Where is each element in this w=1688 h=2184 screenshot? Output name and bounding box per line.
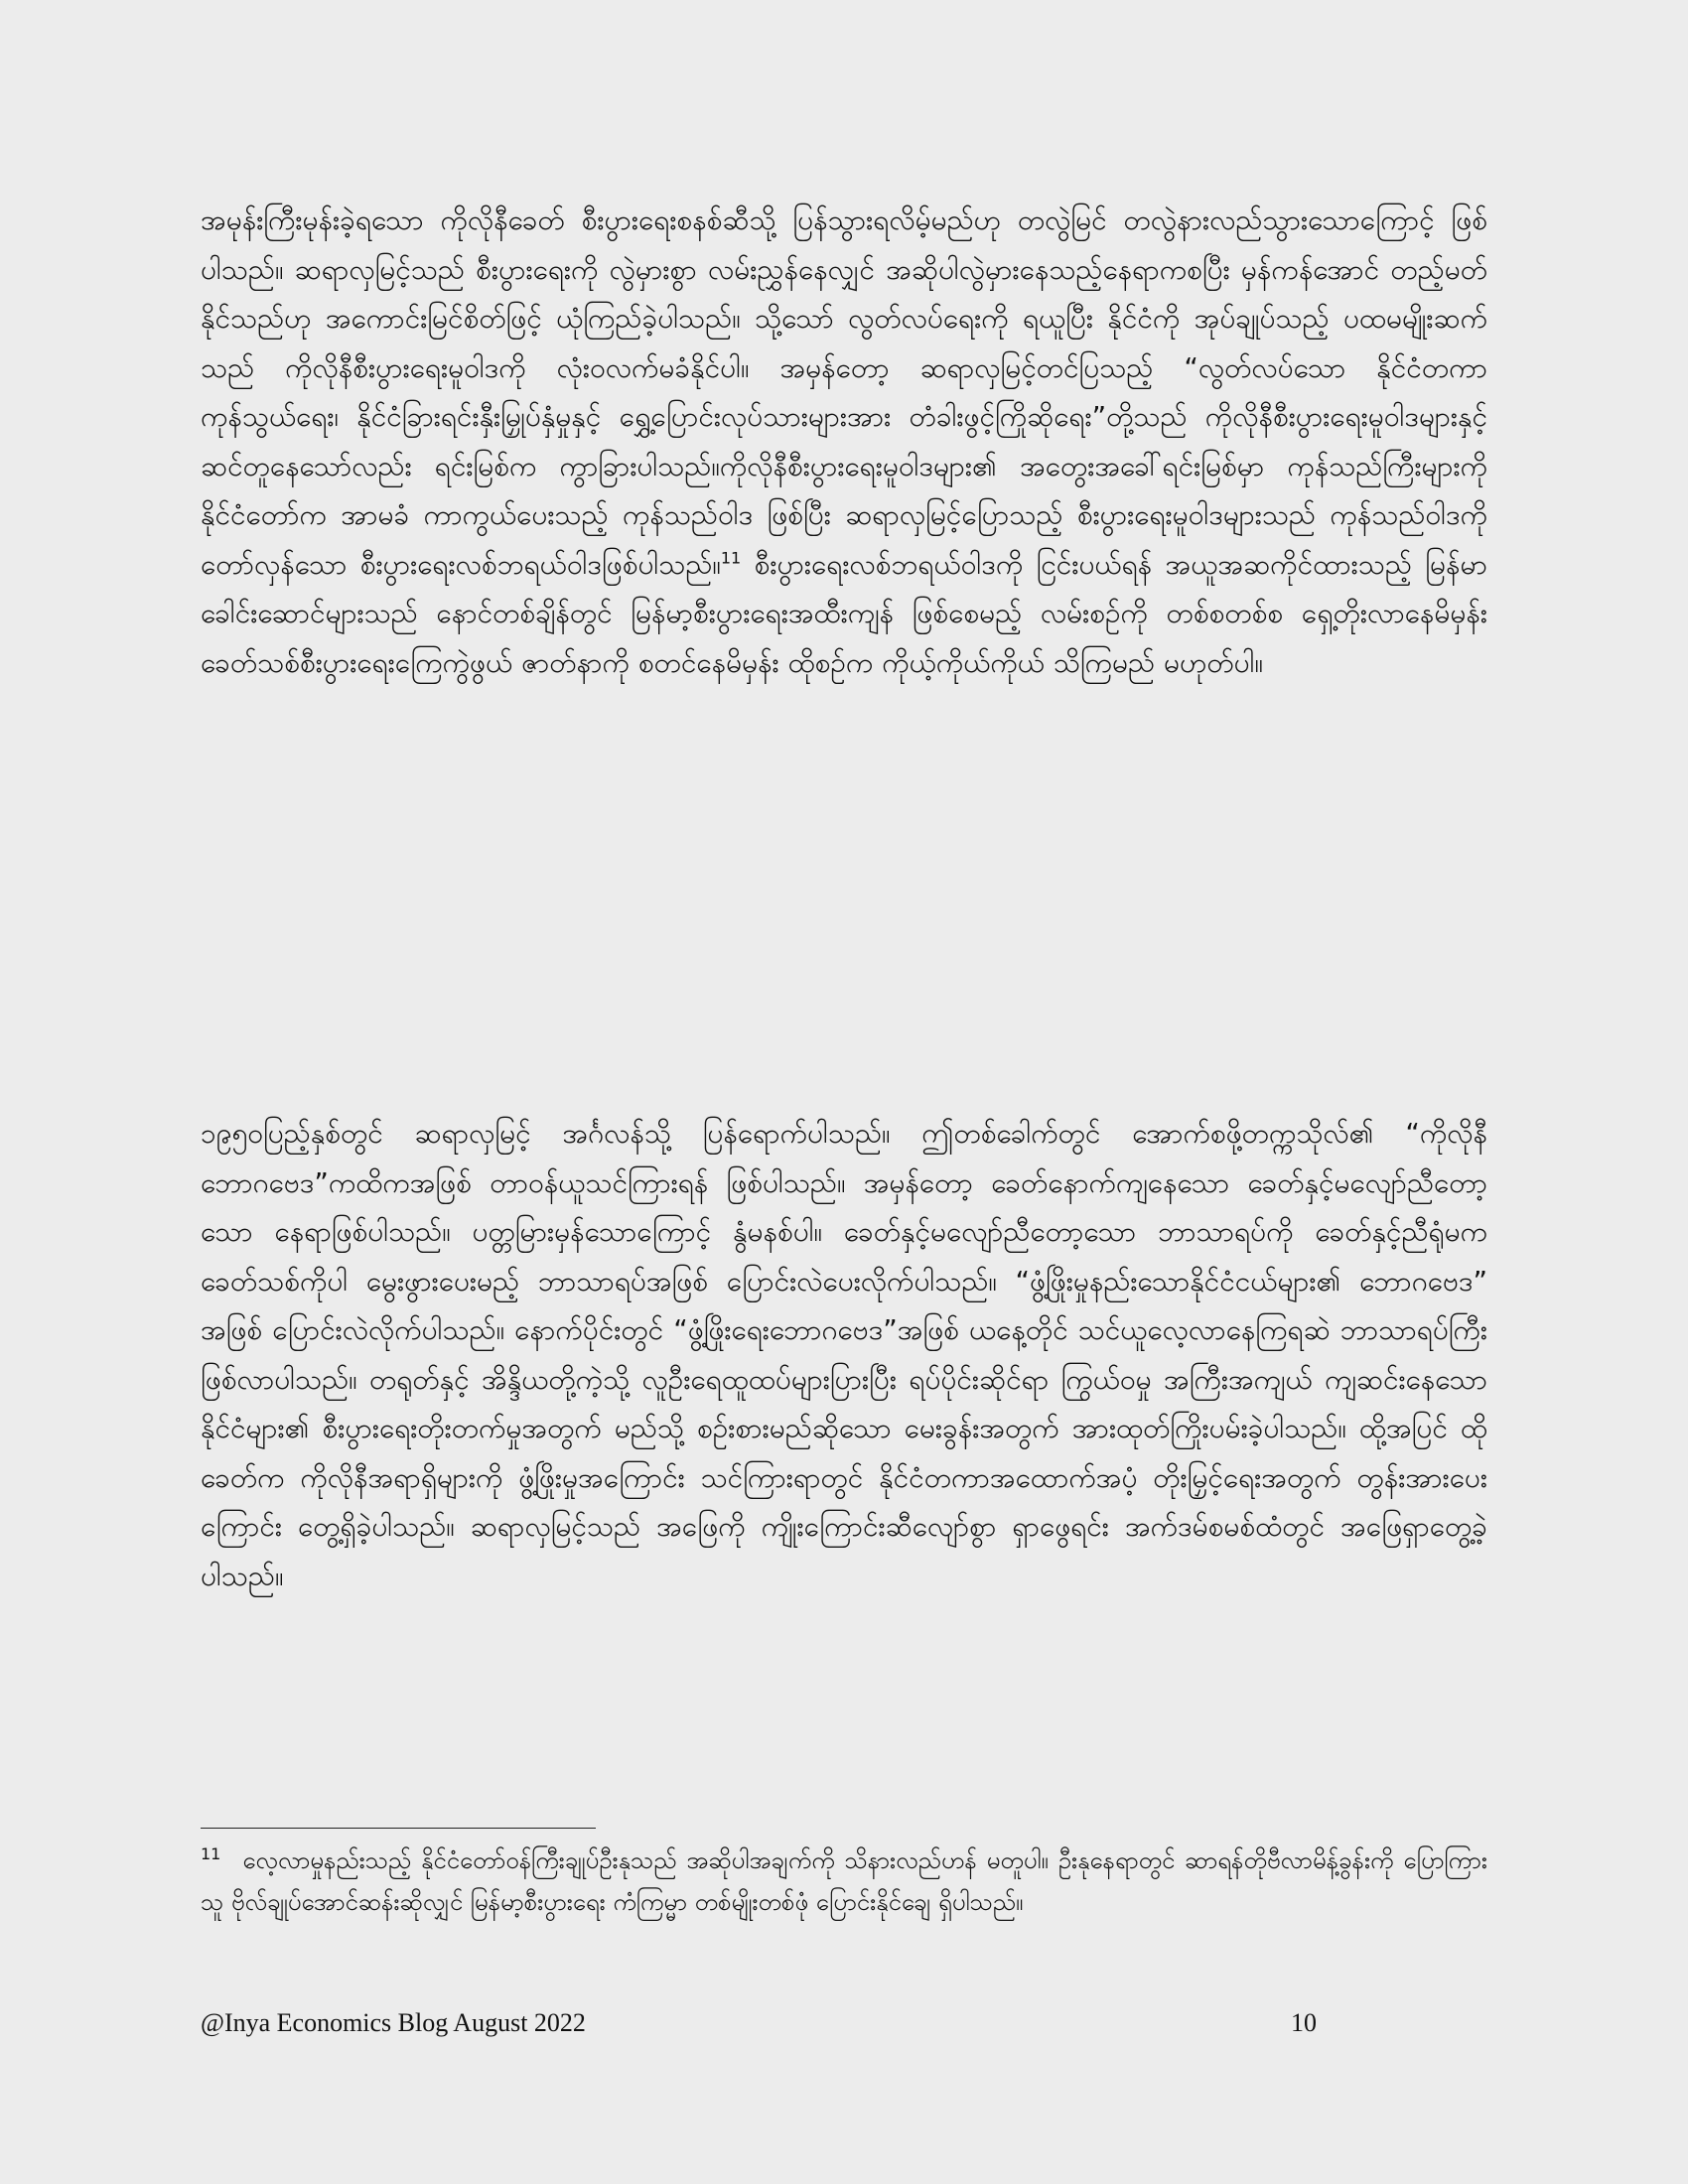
paragraph-1-text: အမုန်းကြီးမုန်းခဲ့ရသော ကိုလိုနီခေတ် စီးပွားရေးစနစ်ဆီသို့ ပြန်သွားရလိမ့်မည်ဟု တလွဲမြင် တလွဲနားလည်သွားသောကြောင့် ဖြစ်ပါသည်။ ဆရာလှမြင့်သည် စီးပွားရေးကို လွဲမှားစွာ လမ်းညွှန်နေလျှင် အဆိုပါလွဲမှားနေသည့်နေရာကစပြီး မှန်ကန်အောင် တည့်မတ်နိုင်သည်ဟု အကောင်းမြင်စိတ်ဖြင့် ယုံကြည်ခဲ့ပါသည်။ သို့သော် လွတ်လပ်ရေးကို ရယူပြီး နိုင်ငံကို အုပ်ချုပ်သည့် ပထမမျိုးဆက်သည် ကိုလိုနီစီးပွားရေးမူဝါဒကို လုံးဝလက်မခံနိုင်ပါ။ အမှန်တော့ ဆရာလှမြင့်တင်ပြသည့် “လွတ်လပ်သော နိုင်ငံတကာကုန်သွယ်ရေး၊ နိုင်ငံခြားရင်းနှီးမြှုပ်နှံမှုနှင့် ရွှေ့ပြောင်းလုပ်သားများအား တံခါးဖွင့်ကြိုဆိုရေး”တို့သည် ကိုလိုနီစီးပွားရေးမူဝါဒများနှင့် ဆင်တူနေသော်လည်း ရင်းမြစ်က ကွာခြားပါသည်။ကိုလိုနီစီးပွားရေးမူဝါဒများ၏ အတွေးအခေါ်ရင်းမြစ်မှာ ကုန်သည်ကြီးများကို နိုင်ငံတော်က အာမခံ ကာကွယ်ပေးသည့် ကုန်သည်ဝါဒ ဖြစ်ပြီး ဆရာလှမြင့်ပြောသည့် စီးပွားရေးမူဝါဒများသည် ကုန်သည်ဝါဒကို တော်လှန်သော စီးပွားရေးလစ်ဘရယ်ဝါဒဖြစ်ပါသည်။ [201,204,1487,581]
footnote-text: လေ့လာမှုနည်းသည့် နိုင်ငံတော်ဝန်ကြီးချုပ်ဦးနုသည် အဆိုပါအချက်ကို သိနားလည်ဟန် မတူပါ။ ဦးနုနေရာတွင် ဆာရန်တိုဗီလာမိန့်ခွန်းကို ပြောကြားသူ ဗိုလ်ချုပ်အောင်ဆန်းဆိုလျှင် မြန်မာ့စီးပွားရေး ကံကြမ္မာ တစ်မျိုးတစ်ဖုံ ပြောင်းနိုင်ချေ ရှိပါသည်။ [201,1846,1487,1916]
body-paragraph-1 [201,196,1487,687]
footnote-number: 11 [201,1844,221,1863]
page-number: 10 [1291,2008,1317,2037]
footnote-reference[interactable]: 11 [720,548,742,568]
footer-source: @Inya Economics Blog August 2022 [201,2008,586,2037]
footnote [201,1840,1487,1923]
paragraph-1-continued-text: စီးပွားရေးလစ်ဘရယ်ဝါဒကို ငြင်းပယ်ရန် အယူအဆကိုင်ထားသည့် မြန်မာခေါင်းဆောင်များသည် နောင်တစ်ချိန်တွင် မြန်မာ့စီးပွားရေးအထီးကျန် ဖြစ်စေမည့် လမ်းစဉ်ကို တစ်စတစ်စ ရှေ့တိုးလာနေမိမှန်း ခေတ်သစ်စီးပွားရေးကြေကွဲဖွယ် ဇာတ်နာကို စတင်နေမိမှန်း ထိုစဉ်က ကိုယ့်ကိုယ်ကိုယ် သိကြမည် မဟုတ်ပါ။ [201,547,1487,679]
body-paragraph-2: ၁၉၅၀ပြည့်နှစ်တွင် ဆရာလှမြင့် အင်္ဂလန်သို့ ပြန်ရောက်ပါသည်။ ဤတစ်ခေါက်တွင် အောက်စဖို့တက္ကသိုလ်၏ “ကိုလိုနီဘောဂဗေဒ”ကထိကအဖြစ် တာဝန်ယူသင်ကြားရန် ဖြစ်ပါသည်။ အမှန်တော့ ခေတ်နောက်ကျနေသော ခေတ်နှင့်မလျော်ညီတော့သော နေရာဖြစ်ပါသည်။ ပတ္တမြားမှန်သောကြောင့် နွံမနစ်ပါ။ ခေတ်နှင့်မလျော်ညီတော့သော ဘာသာရပ်ကို ခေတ်နှင့်ညီရုံမက ခေတ်သစ်ကိုပါ မွေးဖွားပေးမည့် ဘာသာရပ်အဖြစ် ပြောင်းလဲပေးလိုက်ပါသည်။ “ဖွံ့ဖြိုးမှုနည်းသောနိုင်ငံငယ်များ၏ ဘောဂဗေဒ” အဖြစ် ပြောင်းလဲလိုက်ပါသည်။ နောက်ပိုင်းတွင် “ဖွံ့ဖြိုးရေးဘောဂဗေဒ”အဖြစ် ယနေ့တိုင် သင်ယူလေ့လာနေကြရဆဲ ဘာသာရပ်ကြီး ဖြစ်လာပါသည်။ တရုတ်နှင့် အိန္ဒိယတို့ကဲ့သို့ လူဦးရေထူထပ်များပြားပြီး ရပ်ပိုင်းဆိုင်ရာ ကြွယ်ဝမှု အကြီးအကျယ် ကျဆင်းနေသော နိုင်ငံများ၏ စီးပွားရေးတိုးတက်မှုအတွက် မည်သို့ စဉ်းစားမည်ဆိုသော မေးခွန်းအတွက် အားထုတ်ကြိုးပမ်းခဲ့ပါသည်။ ထို့အပြင် ထိုခေတ်က ကိုလိုနီအရာရှိများကို ဖွံ့ဖြိုးမှုအကြောင်း သင်ကြားရာတွင် နိုင်ငံတကာအထောက်အပံ့ တိုးမြှင့်ရေးအတွက် တွန်းအားပေးကြောင်း တွေ့ရှိခဲ့ပါသည်။ ဆရာလှမြင့်သည် အဖြေကို ကျိုးကြောင်းဆီလျော်စွာ ရှာဖွေရင်း အက်ဒမ်စမစ်ထံတွင် အဖြေရှာတွေ့ခဲ့ပါသည်။ [201,1117,1487,1592]
footnote-separator [201,1828,596,1829]
